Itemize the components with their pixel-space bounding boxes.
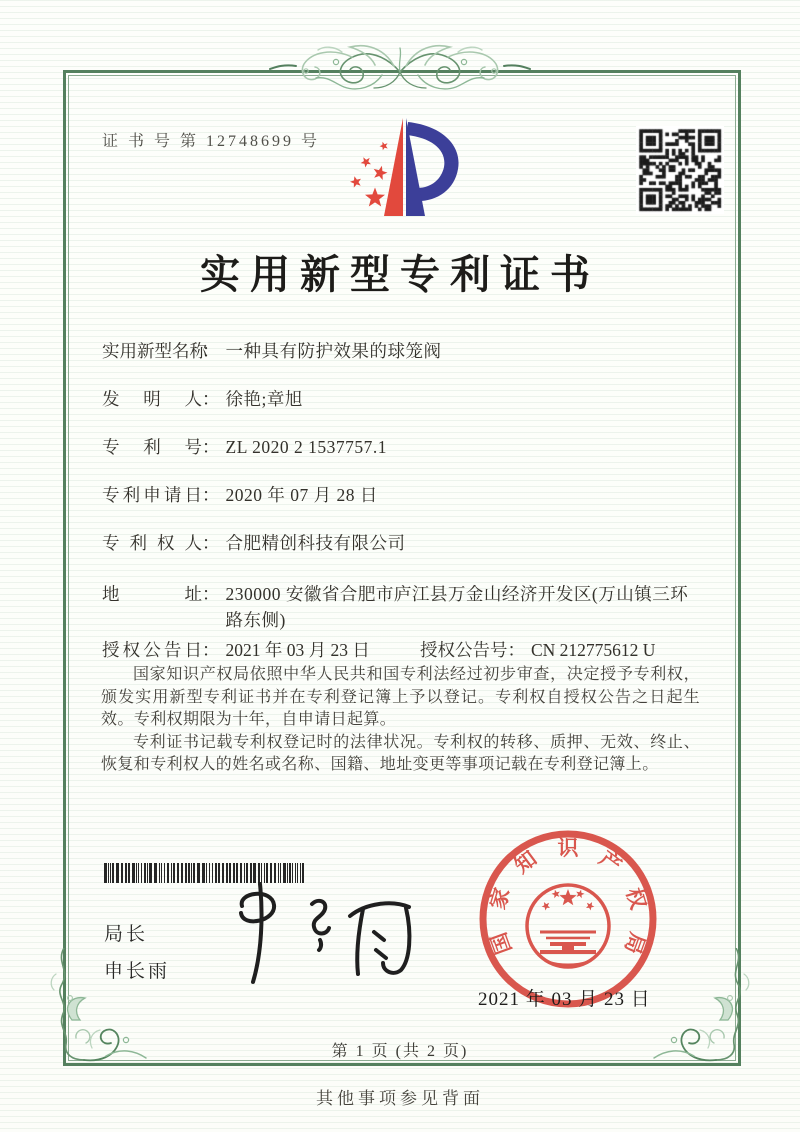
field-colon: ：	[202, 341, 220, 361]
field-colon: ：	[202, 389, 220, 409]
field-label: 专利申请日	[102, 485, 202, 505]
fields-section	[102, 341, 702, 688]
field-value: ZL 2020 2 1537757.1	[225, 437, 387, 457]
svg-text:识: 识	[557, 836, 579, 860]
director-block	[104, 919, 170, 993]
field-label: 实用新型名称	[102, 341, 207, 361]
grant-number-group	[420, 640, 655, 660]
body-paragraph: 国家知识产权局依照中华人民共和国专利法经过初步审查，决定授予专利权，颁发实用新型专利证书并在专利登记簿上予以登记。专利权自授权公告之日起生效。专利权期限为十年，自申请日起算。	[101, 666, 700, 728]
field-colon: ：	[202, 485, 220, 505]
page-number: 第 1 页 (共 2 页)	[331, 1043, 469, 1060]
svg-text:权: 权	[621, 885, 651, 913]
field-value: 2020 年 07 月 28 日	[225, 485, 378, 505]
field-colon: ：	[202, 640, 220, 660]
field-row-patent-number	[102, 437, 702, 457]
field-value: 徐艳;章旭	[225, 389, 303, 409]
field-row-address	[102, 581, 702, 633]
back-note: 其他事项参见背面	[316, 1089, 484, 1108]
field-label: 发明人	[102, 389, 202, 409]
field-colon: ：	[202, 533, 220, 553]
legal-text-section	[101, 664, 700, 777]
director-name: 申长雨	[104, 961, 171, 982]
national-emblem	[527, 885, 609, 967]
field-row-name	[102, 341, 702, 361]
grant-date-group	[102, 640, 370, 660]
svg-text:知: 知	[510, 846, 542, 878]
field-label: 授权公告号	[420, 640, 508, 660]
field-value: 230000 安徽省合肥市庐江县万金山经济开发区(万山镇三环路东侧)	[225, 584, 689, 630]
director-signature	[216, 876, 430, 994]
field-row-grant	[102, 640, 702, 660]
field-row-filing-date	[102, 485, 702, 505]
field-value: CN 212775612 U	[531, 640, 656, 660]
cnipa-logo-icon	[332, 110, 482, 240]
svg-text:产: 产	[594, 846, 626, 878]
body-paragraph: 专利证书记载专利权登记时的法律状况。专利权的转移、质押、无效、终止、恢复和专利权人的姓名或名称、国籍、地址变更等事项记载在专利登记簿上。	[101, 733, 700, 773]
field-value: 合肥精创科技有限公司	[225, 533, 406, 553]
field-label: 专利号	[102, 437, 202, 457]
field-value: 2021 年 03 月 23 日	[225, 640, 370, 660]
field-colon: ：	[202, 584, 220, 604]
certificate-number: 证 书 号 第 12748699 号	[102, 133, 321, 150]
certificate-title: 实用新型专利证书	[200, 252, 600, 297]
seal-date: 2021 年 03 月 23 日	[478, 989, 651, 1010]
field-row-inventor	[102, 389, 702, 409]
svg-text:国: 国	[486, 929, 517, 958]
svg-text:家: 家	[485, 885, 515, 913]
field-colon: ：	[507, 640, 525, 660]
field-label: 专利权人	[102, 533, 202, 553]
qr-code	[636, 126, 724, 214]
field-colon: ：	[202, 437, 220, 457]
field-label: 地址	[102, 584, 202, 604]
top-flourish-ornament	[268, 38, 532, 102]
field-label: 授权公告日	[102, 640, 202, 660]
field-row-patentee	[102, 533, 702, 553]
director-role: 局长	[104, 924, 149, 945]
svg-text:局: 局	[619, 929, 650, 958]
field-value: 一种具有防护效果的球笼阀	[225, 341, 442, 361]
